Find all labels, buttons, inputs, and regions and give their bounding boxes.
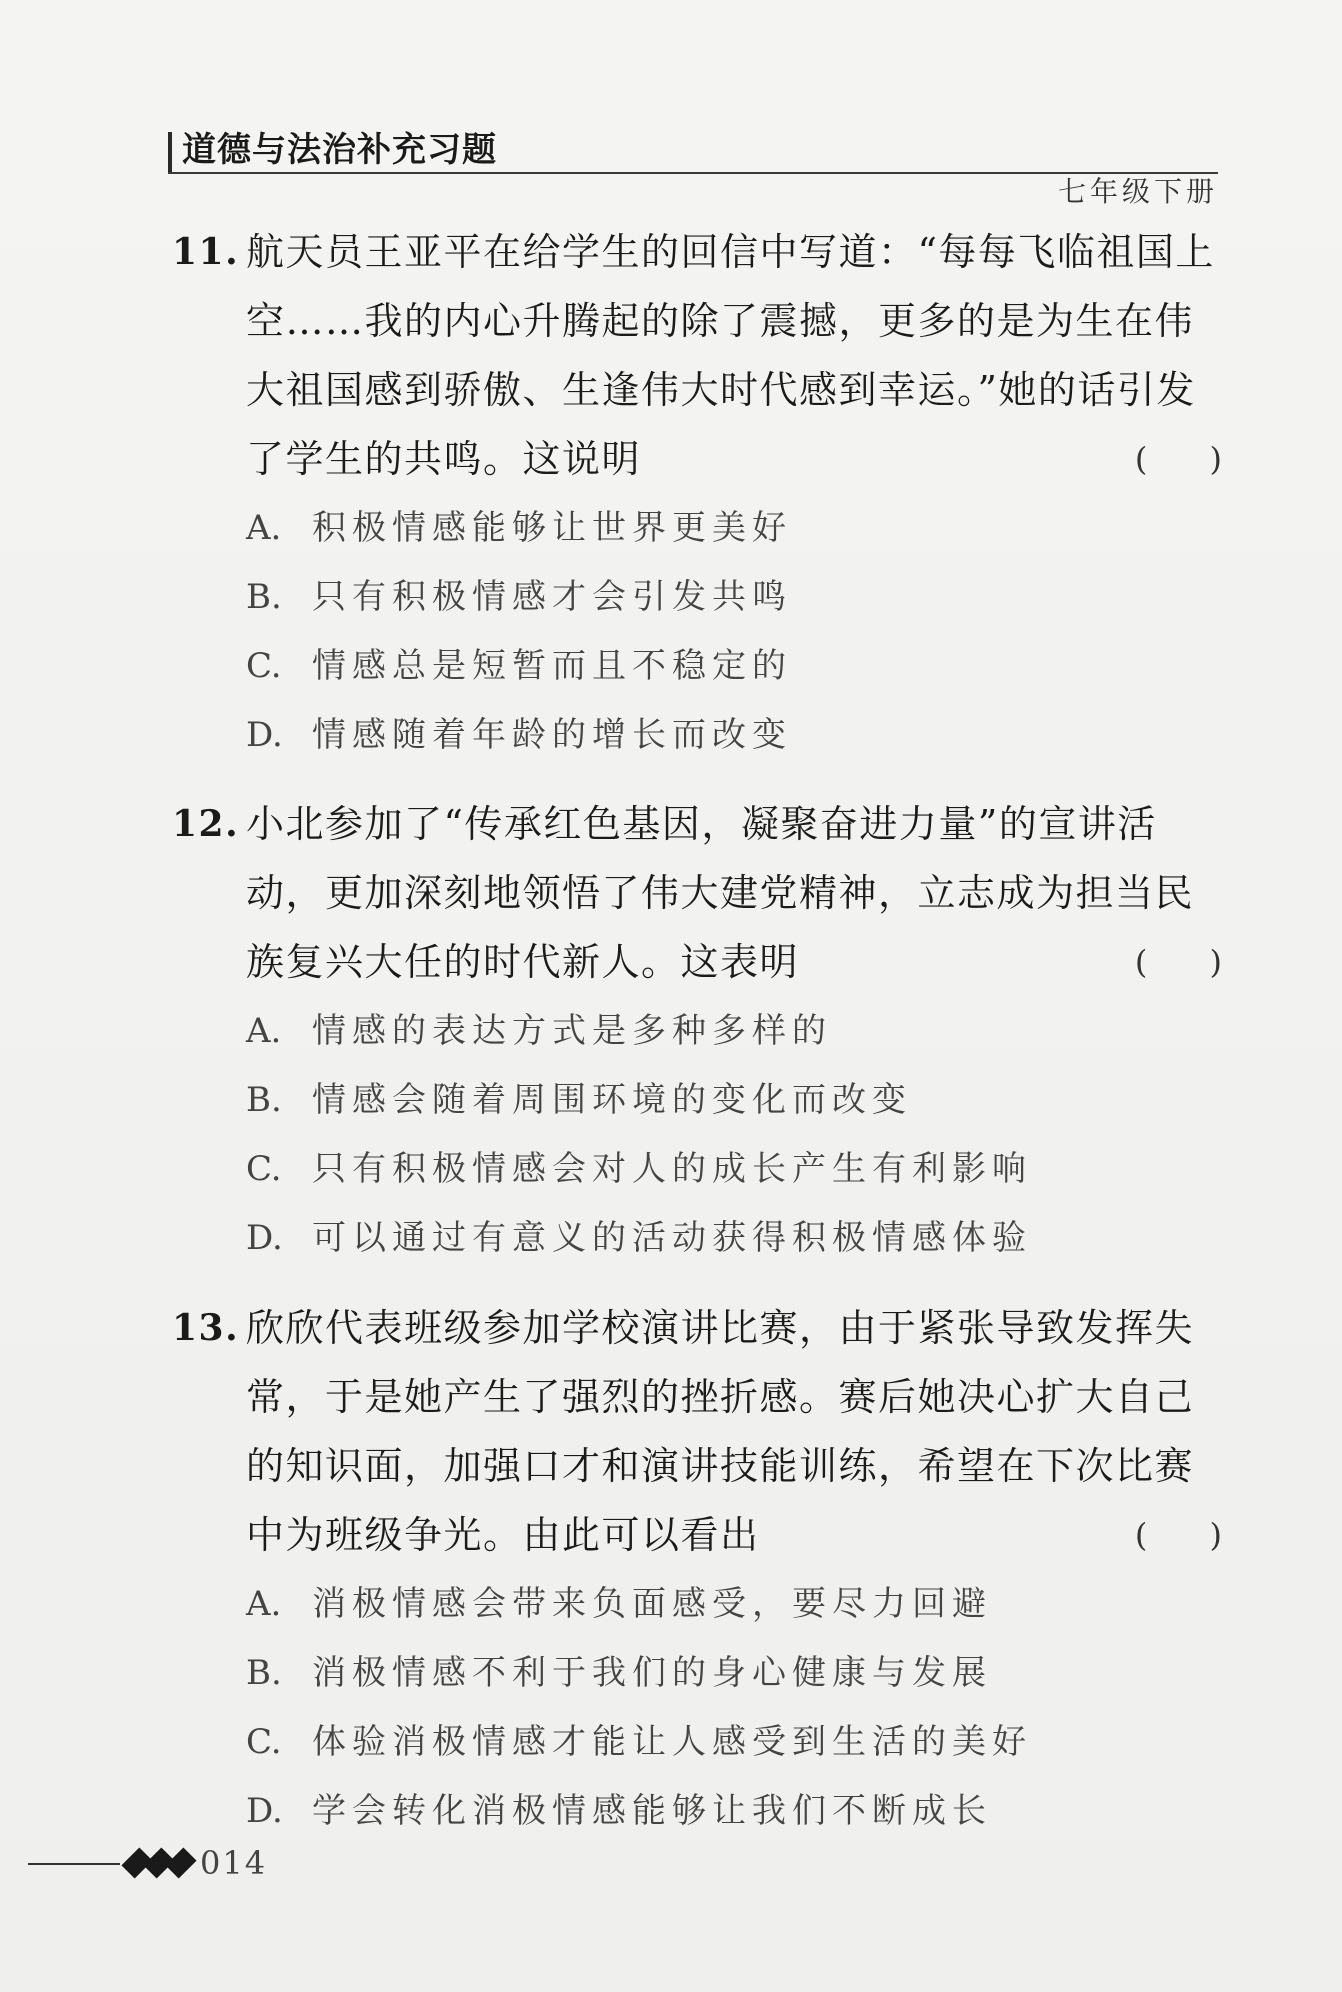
question-number: 13. (172, 1307, 240, 1349)
question-13 (172, 1294, 1222, 1846)
option-key: D. (246, 1218, 283, 1258)
option-key: C. (246, 1149, 282, 1189)
question-stem (172, 218, 1222, 494)
option-a (246, 1570, 1222, 1639)
option-key: B. (246, 577, 282, 617)
option-text: 学会转化消极情感能够让我们不断成长 (312, 1791, 992, 1831)
option-a (246, 494, 1222, 563)
option-text: 体验消极情感才能让人感受到生活的美好 (312, 1722, 1032, 1762)
question-number: 11. (172, 231, 240, 273)
book-title: 道德与法治补充习题 (182, 130, 497, 170)
option-text: 只有积极情感会对人的成长产生有利影响 (312, 1149, 1032, 1189)
question-stem (172, 790, 1222, 997)
option-c (246, 1708, 1222, 1777)
option-key: C. (246, 646, 282, 686)
header-accent-bar (168, 132, 172, 172)
option-a (246, 997, 1222, 1066)
question-stem (172, 1294, 1222, 1570)
question-number: 12. (172, 803, 240, 845)
option-key: A. (246, 1584, 282, 1624)
page-header (168, 128, 1218, 174)
option-list (172, 494, 1222, 770)
option-text: 情感的表达方式是多种多样的 (312, 1011, 832, 1051)
question-12 (172, 790, 1222, 1273)
option-key: D. (246, 1791, 283, 1831)
option-text: 情感随着年龄的增长而改变 (312, 715, 792, 755)
option-c (246, 632, 1222, 701)
footer-rule (28, 1863, 120, 1865)
option-text: 情感总是短暂而且不稳定的 (312, 646, 792, 686)
option-key: B. (246, 1653, 282, 1693)
diamond-icon (165, 1847, 196, 1878)
option-d (246, 1777, 1222, 1846)
question-11 (172, 218, 1222, 770)
option-b (246, 1066, 1222, 1135)
option-d (246, 701, 1222, 770)
question-text: 航天员王亚平在给学生的回信中写道：“每每飞临祖国上空……我的内心升腾起的除了震撼，更多的是为生在伟大祖国感到骄傲、生逢伟大时代感到幸运。”她的话引发了学生的共鸣。这说明 (246, 230, 1215, 481)
option-key: A. (246, 1011, 282, 1051)
option-b (246, 563, 1222, 632)
answer-blank: ( ) (1134, 440, 1222, 478)
option-text: 积极情感能够让世界更美好 (312, 508, 792, 548)
option-text: 消极情感不利于我们的身心健康与发展 (312, 1653, 992, 1693)
answer-blank: ( ) (1134, 1516, 1222, 1554)
option-text: 可以通过有意义的活动获得积极情感体验 (312, 1218, 1032, 1258)
option-b (246, 1639, 1222, 1708)
option-key: B. (246, 1080, 282, 1120)
option-key: D. (246, 715, 283, 755)
option-d (246, 1204, 1222, 1273)
option-list (172, 1570, 1222, 1846)
page-footer (28, 1838, 428, 1888)
option-c (246, 1135, 1222, 1204)
question-text: 欣欣代表班级参加学校演讲比赛，由于紧张导致发挥失常，于是她产生了强烈的挫折感。赛后她决心扩大自己的知识面，加强口才和演讲技能训练，希望在下次比赛中为班级争光。由此可以看出 (246, 1306, 1195, 1557)
option-text: 情感会随着周围环境的变化而改变 (312, 1080, 912, 1120)
option-list (172, 997, 1222, 1273)
page-number: 014 (200, 1844, 268, 1882)
option-text: 消极情感会带来负面感受，要尽力回避 (312, 1584, 992, 1624)
option-text: 只有积极情感才会引发共鸣 (312, 577, 792, 617)
option-key: C. (246, 1722, 282, 1762)
question-text: 小北参加了“传承红色基因，凝聚奋进力量”的宣讲活动，更加深刻地领悟了伟大建党精神，立志成为担当民族复兴大任的时代新人。这表明 (246, 802, 1195, 984)
grade-label: 七年级下册 (1057, 175, 1218, 208)
option-key: A. (246, 508, 282, 548)
answer-blank: ( ) (1134, 943, 1222, 981)
